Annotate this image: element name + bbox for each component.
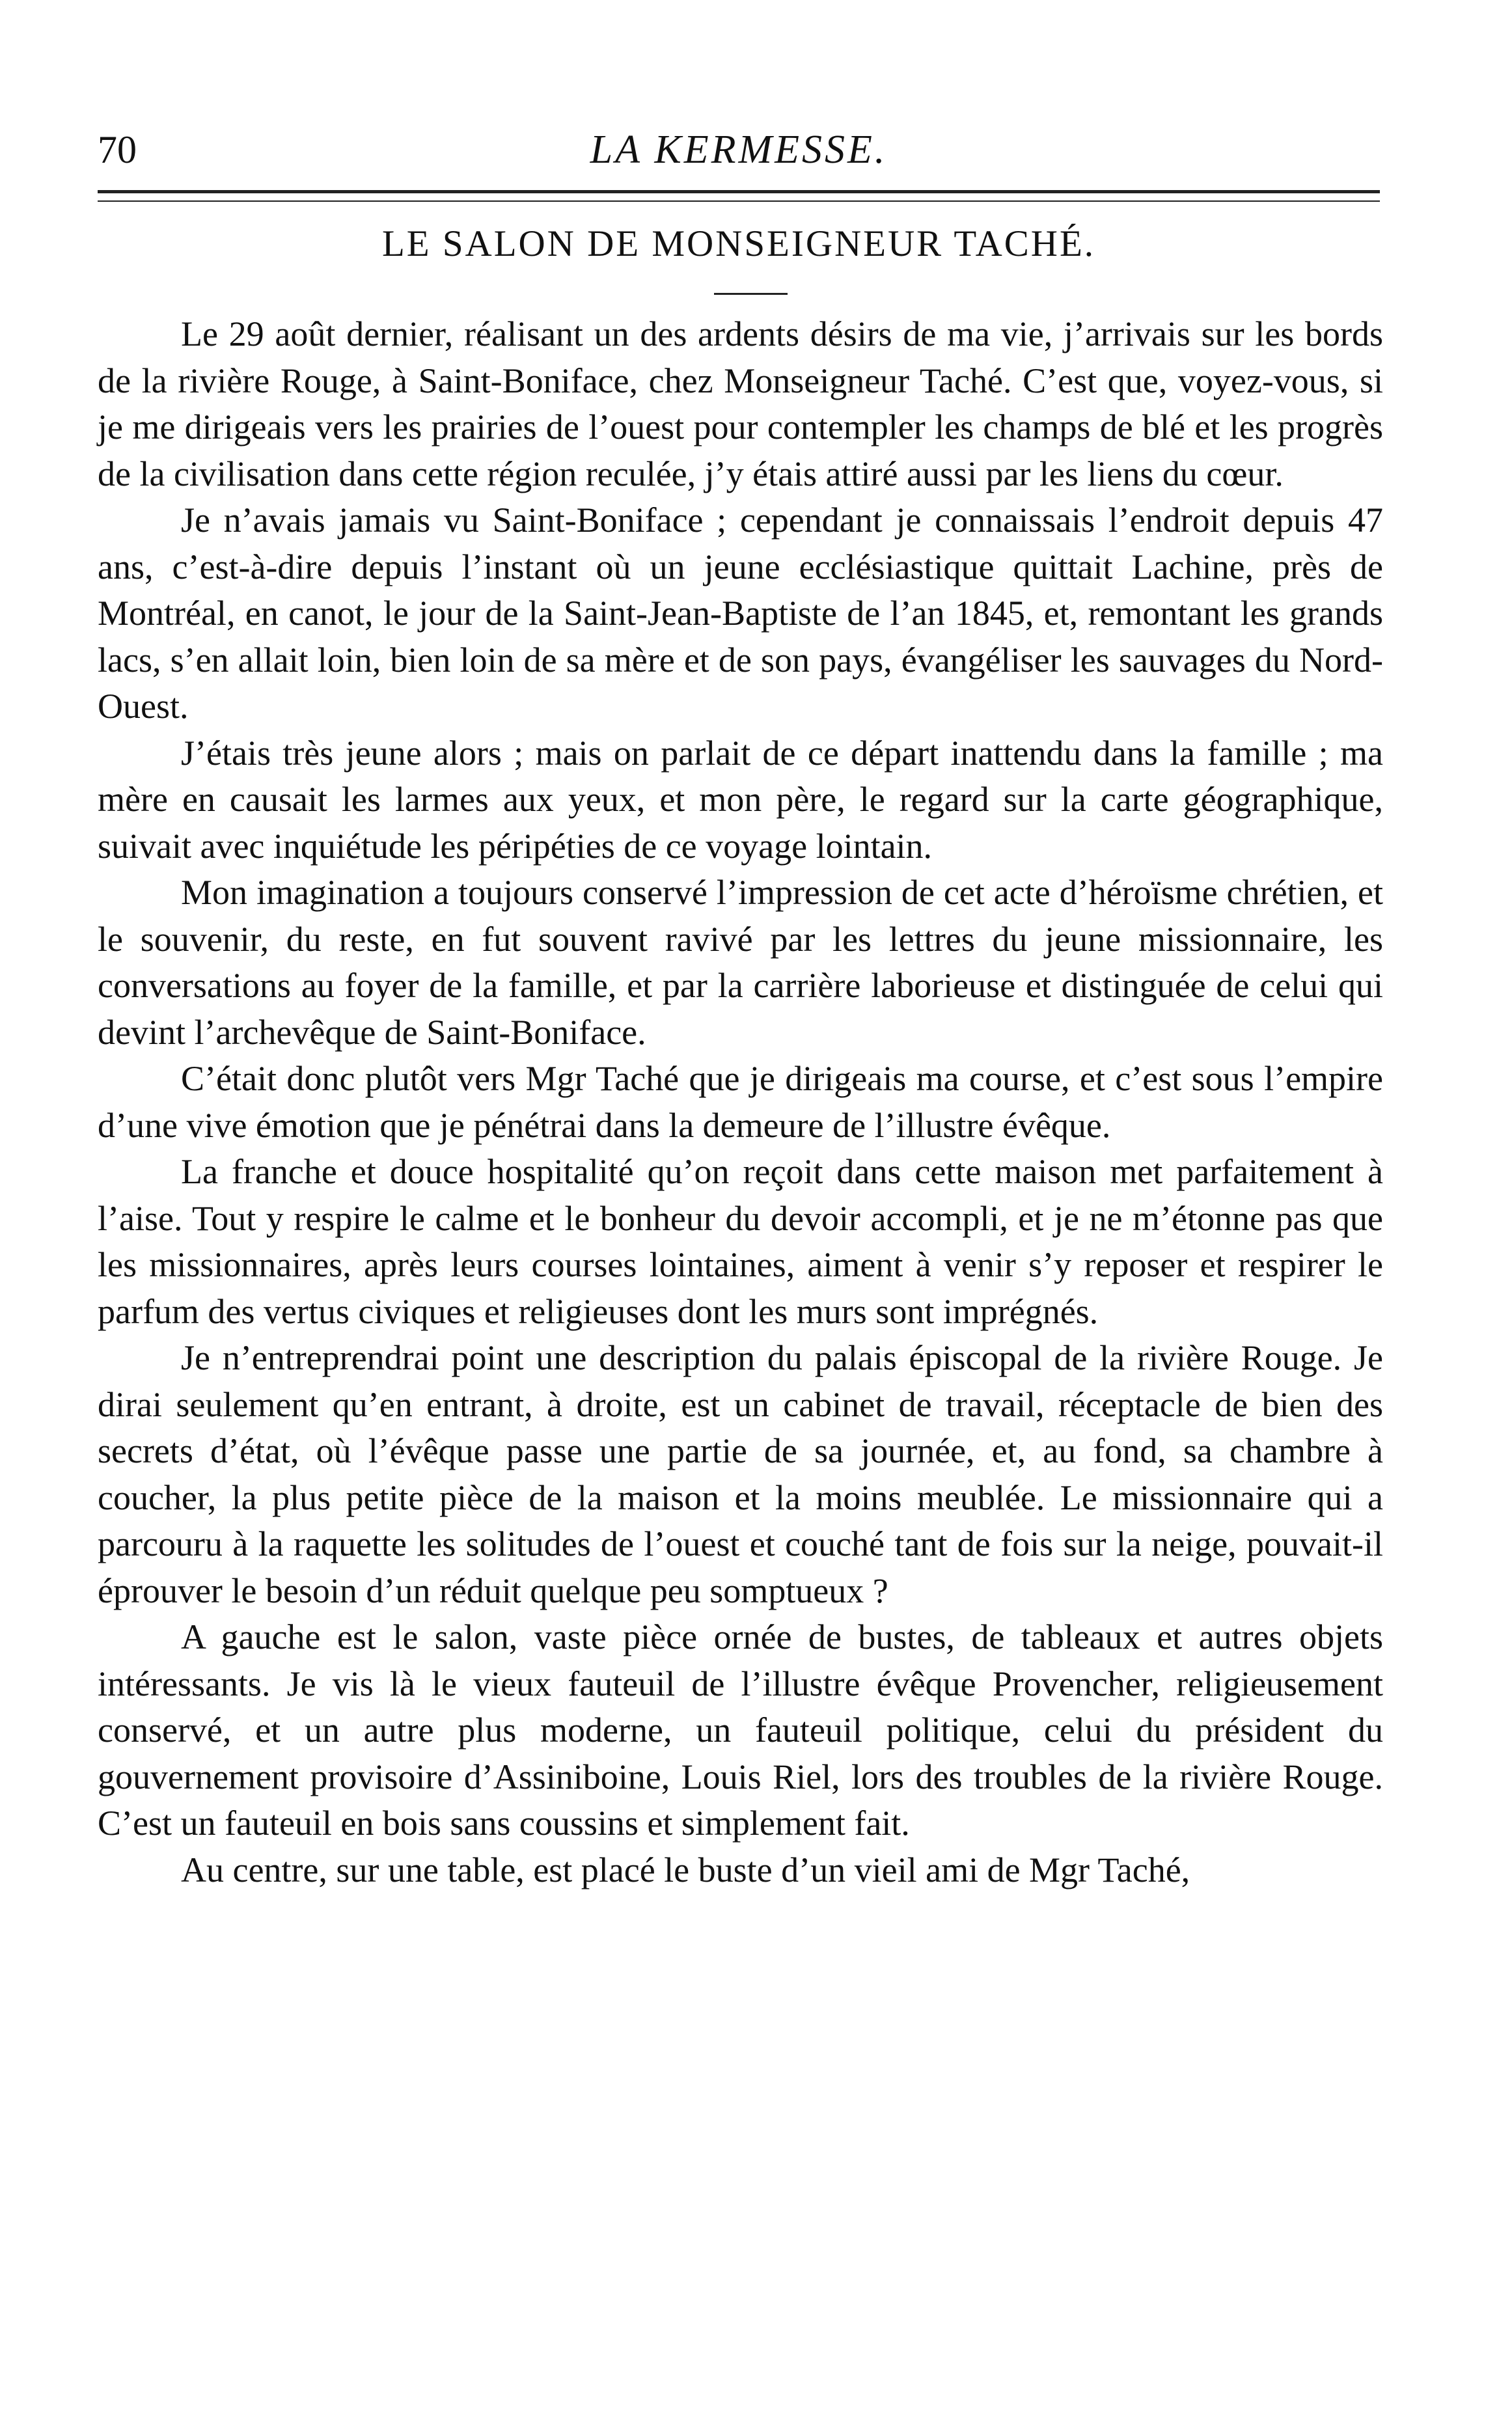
paragraph: J’étais très jeune alors ; mais on parlait de ce départ inattendu dans la famille ; ma mère en causait les larmes aux yeux, et mon père, le regard sur la carte géographique, suivait avec inquiétude les péripéties de ce voyage lointain. (98, 733, 1383, 866)
paragraph: Je n’avais jamais vu Saint-Boniface ; cependant je connaissais l’endroit depuis 47 ans, c’est-à-dire depuis l’instant où un jeune ecclésiastique quittait Lachine, près de Montréal, en canot, le jour de la Saint-Jean-Baptiste de l’an 1845, et, remontant les grands lacs, s’en allait loin, bien loin de sa mère et de son pays, évangéliser les sauvages du Nord-Ouest. (98, 501, 1383, 726)
paragraph: Mon imagination a toujours conservé l’impression de cet acte d’héroïsme chrétien, et le souvenir, du reste, en fut souvent ravivé par les lettres du jeune missionnaire, les conversations au foyer de la famille, et par la carrière laborieuse et distinguée de celui qui devint l’archevêque de Saint-Boniface. (98, 873, 1383, 1052)
article-title: LE SALON DE MONSEIGNEUR TACHÉ. (381, 223, 1096, 264)
paragraph: C’était donc plutôt vers Mgr Taché que je dirigeais ma course, et c’est sous l’empire d’une vive émotion que je pénétrai dans la demeure de l’illustre évêque. (98, 1059, 1383, 1145)
page-header (98, 124, 1380, 182)
article-body (98, 311, 1383, 1893)
title-divider (714, 293, 788, 295)
paragraph: A gauche est le salon, vaste pièce ornée de bustes, de tableaux et autres objets intéressants. Je vis là le vieux fauteuil de l’illustre évêque Provencher, religieusement conservé, et un autre plus moderne, un fauteuil politique, celui du président du gouvernement provisoire d’Assiniboine, Louis Riel, lors des troubles de la rivière Rouge. C’est un fauteuil en bois sans coussins et simplement fait. (98, 1617, 1383, 1843)
paragraph: Le 29 août dernier, réalisant un des ardents désirs de ma vie, j’arrivais sur les bords de la rivière Rouge, à Saint-Boniface, chez Monseigneur Taché. C’est que, voyez-vous, si je me dirigeais vers les prairies de l’ouest pour contempler les champs de blé et les progrès de la civilisation dans cette région reculée, j’y étais attiré aussi par les liens du cœur. (98, 314, 1383, 493)
page-number: 70 (98, 128, 137, 171)
header-rule-thick (98, 190, 1380, 193)
paragraph: Au centre, sur une table, est placé le buste d’un vieil ami de Mgr Taché, (181, 1850, 1190, 1889)
header-rule-thin (98, 200, 1380, 202)
paragraph: La franche et douce hospitalité qu’on reçoit dans cette maison met parfaitement à l’aise. Tout y respire le calme et le bonheur du devoir accompli, et je ne m’étonne pas que les missionnaires, après leurs courses lointaines, aiment à venir s’y reposer et respirer le parfum des vertus civiques et religieuses dont les murs sont imprégnés. (98, 1152, 1383, 1331)
running-title: LA KERMESSE. (590, 128, 888, 172)
paragraph: Je n’entreprendrai point une description du palais épiscopal de la rivière Rouge. Je dirai seulement qu’en entrant, à droite, est un cabinet de travail, réceptacle de bien des secrets d’état, où l’évêque passe une partie de sa journée, et, au fond, sa chambre à coucher, la plus petite pièce de la maison et la moins meublée. Le missionnaire qui a parcouru à la raquette les solitudes de l’ouest et couché tant de fois sur la neige, pouvait-il éprouver le besoin d’un réduit quelque peu somptueux ? (98, 1338, 1383, 1610)
